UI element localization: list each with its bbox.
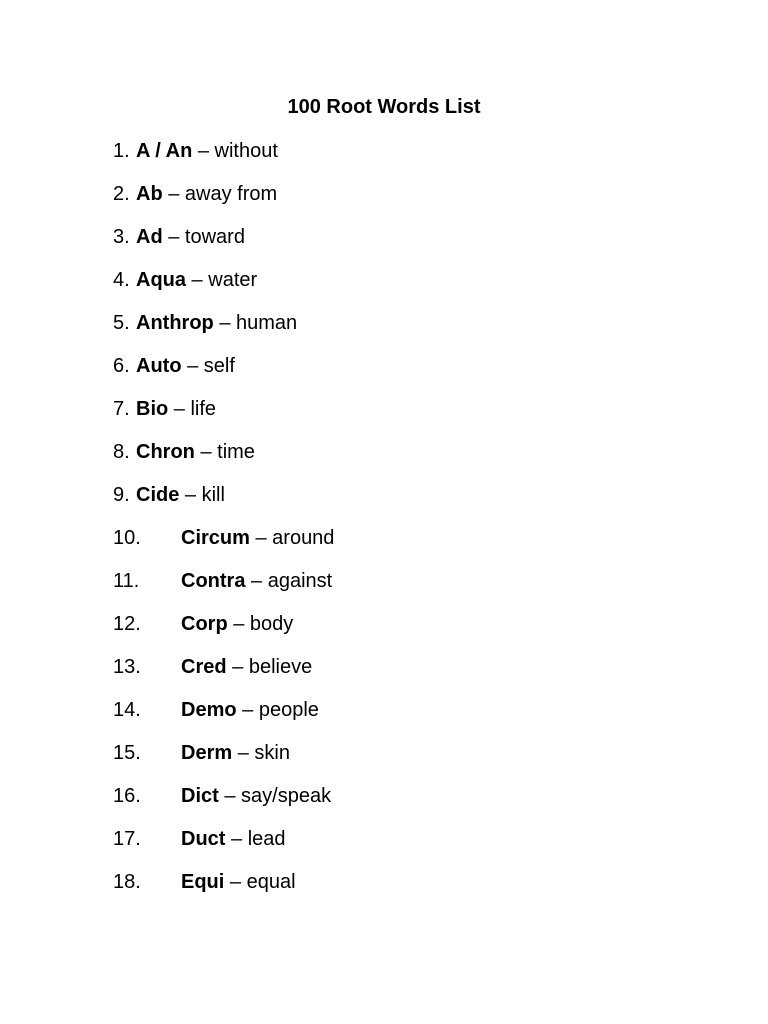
root-word: Duct	[181, 828, 226, 850]
list-item	[0, 224, 768, 250]
meaning: life	[190, 398, 217, 420]
item-text	[181, 826, 286, 852]
separator: –	[236, 699, 259, 721]
item-number: 13.	[113, 656, 141, 678]
meaning: body	[249, 613, 294, 635]
separator: –	[162, 183, 185, 205]
root-word: Ab	[136, 183, 163, 205]
separator: –	[192, 140, 215, 162]
item-number: 17.	[113, 828, 141, 850]
list-item	[0, 439, 768, 465]
item-number: 12.	[113, 613, 141, 635]
list-item	[0, 353, 768, 379]
list-item	[0, 310, 768, 336]
separator: –	[194, 441, 218, 463]
item-text	[181, 568, 332, 594]
meaning: toward	[184, 226, 245, 248]
separator: –	[218, 785, 242, 807]
item-number: 2.	[113, 183, 130, 205]
meaning: around	[272, 527, 335, 549]
meaning: against	[267, 570, 333, 592]
separator: –	[225, 828, 248, 850]
list-item	[0, 568, 768, 594]
item-text	[136, 181, 277, 207]
root-word: Demo	[181, 699, 237, 721]
root-word: Cred	[181, 656, 227, 678]
item-number: 14.	[113, 699, 141, 721]
list-item	[0, 740, 768, 766]
list-item	[0, 869, 768, 895]
root-word: Derm	[181, 742, 233, 764]
list-item	[0, 826, 768, 852]
root-word: Bio	[136, 398, 169, 420]
root-word: Aqua	[136, 269, 186, 291]
item-number: 5.	[113, 312, 130, 334]
item-text	[136, 439, 255, 465]
item-number: 16.	[113, 785, 141, 807]
separator: –	[179, 484, 202, 506]
item-number: 10.	[113, 527, 141, 549]
root-word: Auto	[136, 355, 182, 377]
list-item	[0, 611, 768, 637]
list-item	[0, 181, 768, 207]
item-text	[181, 869, 296, 895]
separator: –	[226, 656, 249, 678]
list-item	[0, 654, 768, 680]
separator: –	[227, 613, 250, 635]
list-item	[0, 482, 768, 508]
meaning: kill	[201, 484, 225, 506]
root-word: Chron	[136, 441, 195, 463]
item-number: 4.	[113, 269, 130, 291]
separator: –	[162, 226, 185, 248]
root-word: Cide	[136, 484, 180, 506]
meaning: equal	[246, 871, 296, 893]
item-number: 15.	[113, 742, 141, 764]
root-word: Corp	[181, 613, 228, 635]
meaning: away from	[184, 183, 278, 205]
meaning: say/speak	[241, 785, 332, 807]
separator: –	[249, 527, 273, 549]
meaning: believe	[248, 656, 313, 678]
item-text	[181, 654, 312, 680]
item-text	[136, 224, 245, 250]
item-number: 7.	[113, 398, 130, 420]
root-word: Ad	[136, 226, 163, 248]
item-text	[181, 783, 331, 809]
item-number: 8.	[113, 441, 130, 463]
list-item	[0, 697, 768, 723]
item-text	[136, 267, 257, 293]
meaning: time	[217, 441, 255, 463]
root-word: Equi	[181, 871, 225, 893]
list-item	[0, 267, 768, 293]
separator: –	[168, 398, 191, 420]
separator: –	[181, 355, 204, 377]
root-word: Contra	[181, 570, 246, 592]
item-number: 11.	[113, 570, 140, 592]
item-number: 9.	[113, 484, 130, 506]
separator: –	[232, 742, 255, 764]
item-text	[181, 740, 290, 766]
list-item	[0, 525, 768, 551]
list-item	[0, 783, 768, 809]
root-word: Circum	[181, 527, 250, 549]
item-text	[136, 310, 297, 336]
item-number: 18.	[113, 871, 141, 893]
separator: –	[224, 871, 247, 893]
item-number: 6.	[113, 355, 130, 377]
meaning: without	[214, 140, 278, 162]
meaning: people	[258, 699, 319, 721]
meaning: human	[236, 312, 298, 334]
item-text	[181, 697, 319, 723]
separator: –	[213, 312, 237, 334]
root-word: A / An	[136, 140, 193, 162]
item-text	[136, 138, 278, 164]
root-word: Anthrop	[136, 312, 214, 334]
document-title: 100 Root Words List	[287, 96, 481, 118]
root-word: Dict	[181, 785, 219, 807]
item-text	[136, 482, 225, 508]
meaning: self	[203, 355, 235, 377]
item-text	[136, 353, 235, 379]
list-item	[0, 138, 768, 164]
item-text	[136, 396, 216, 422]
meaning: lead	[247, 828, 286, 850]
item-number: 3.	[113, 226, 130, 248]
item-number: 1.	[113, 140, 130, 162]
list-item	[0, 396, 768, 422]
separator: –	[186, 269, 209, 291]
separator: –	[245, 570, 268, 592]
item-text	[181, 611, 293, 637]
meaning: water	[208, 269, 258, 291]
item-text	[181, 525, 334, 551]
meaning: skin	[254, 742, 290, 764]
